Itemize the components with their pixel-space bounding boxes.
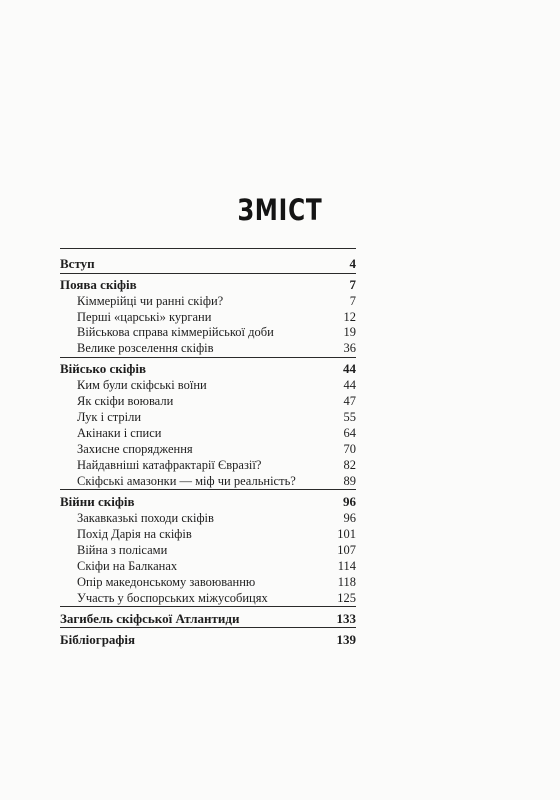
toc-entry-label: Ким були скіфські воїни <box>77 378 207 392</box>
toc-subsection <box>77 510 356 526</box>
toc-subsection <box>77 340 356 356</box>
toc-entry-label: Акінаки і списи <box>77 426 162 440</box>
toc-subsection <box>77 377 356 393</box>
toc-page-number: 101 <box>337 527 356 541</box>
toc-page-number: 114 <box>337 559 356 573</box>
toc-divider <box>60 627 356 628</box>
toc-subsection <box>77 324 356 340</box>
toc-entry-label: Війна з полісами <box>77 543 168 557</box>
toc-page-number: 89 <box>343 474 356 488</box>
toc-page-number: 44 <box>343 378 356 392</box>
toc-subsection <box>77 526 356 542</box>
toc-subsection <box>77 425 356 441</box>
toc-page-number: 82 <box>343 458 356 472</box>
toc-entry-label: Найдавніші катафрактарії Євразії? <box>77 458 262 472</box>
toc-entry-label: Опір македонському завоюванню <box>77 575 256 589</box>
toc-entry-label: Похід Дарія на скіфів <box>77 527 192 541</box>
toc-page-number: 19 <box>343 325 356 339</box>
toc-chapter <box>60 361 356 377</box>
toc-subsection <box>77 473 356 489</box>
toc-page-number: 44 <box>343 361 356 376</box>
toc-page-number: 12 <box>343 310 356 324</box>
toc-subsection <box>77 574 356 590</box>
toc-entry-label: Велике розселення скіфів <box>77 341 214 355</box>
toc-entry-label: Захисне спорядження <box>77 442 193 456</box>
toc-divider <box>60 606 356 607</box>
toc-page-number: 125 <box>337 591 356 605</box>
toc-entry-label: Вступ <box>60 256 95 271</box>
toc-subsection <box>77 393 356 409</box>
toc-page-number: 7 <box>349 294 356 308</box>
page-title: ЗМІСТ <box>237 193 323 227</box>
toc-chapter <box>60 277 356 293</box>
toc-entry-label: Військо скіфів <box>60 361 146 376</box>
toc-entry-label: Лук і стріли <box>77 410 142 424</box>
toc-page-number: 139 <box>336 632 356 647</box>
toc-subsection <box>77 590 356 606</box>
toc-entry-label: Загибель скіфської Атлантиди <box>60 611 240 626</box>
toc-page-number: 64 <box>343 426 356 440</box>
toc-chapter <box>60 494 356 510</box>
toc-page-number: 133 <box>336 611 356 626</box>
toc-page-number: 70 <box>343 442 356 456</box>
toc-chapter <box>60 256 356 272</box>
toc-entry-label: Бібліографія <box>60 632 136 647</box>
toc-subsection <box>77 558 356 574</box>
toc-entry-label: Скіфи на Балканах <box>77 559 178 573</box>
toc-subsection <box>77 542 356 558</box>
toc-subsection <box>77 409 356 425</box>
toc-page-number: 118 <box>337 575 356 589</box>
toc-page-number: 96 <box>343 494 356 509</box>
toc-entry-label: Скіфські амазонки — міф чи реальність? <box>77 474 296 488</box>
toc-page-number: 7 <box>349 277 356 292</box>
toc-chapter <box>60 632 356 648</box>
toc-divider <box>60 357 356 358</box>
toc-subsection <box>77 293 356 309</box>
toc-page-number: 55 <box>343 410 356 424</box>
toc-entry-label: Війни скіфів <box>60 494 135 509</box>
toc-page-number: 4 <box>349 256 356 271</box>
toc-divider <box>60 248 356 249</box>
toc-subsection <box>77 309 356 325</box>
toc-chapter <box>60 611 356 627</box>
toc-entry-label: Як скіфи воювали <box>77 394 174 408</box>
toc-entry-label: Перші «царські» кургани <box>77 310 212 324</box>
toc-page-number: 47 <box>343 394 356 408</box>
toc-subsection <box>77 441 356 457</box>
toc-entry-label: Поява скіфів <box>60 277 137 292</box>
toc-page-number: 107 <box>337 543 356 557</box>
toc-entry-label: Закавказькі походи скіфів <box>77 511 214 525</box>
toc-entry-label: Кіммерійці чи ранні скіфи? <box>77 294 224 308</box>
toc-page-number: 96 <box>343 511 356 525</box>
toc-divider <box>60 273 356 274</box>
toc-entry-label: Участь у боспорських міжусобицях <box>77 591 268 605</box>
toc-divider <box>60 489 356 490</box>
toc-entry-label: Військова справа кіммерійської доби <box>77 325 274 339</box>
toc-page-number: 36 <box>343 341 356 355</box>
toc-subsection <box>77 457 356 473</box>
